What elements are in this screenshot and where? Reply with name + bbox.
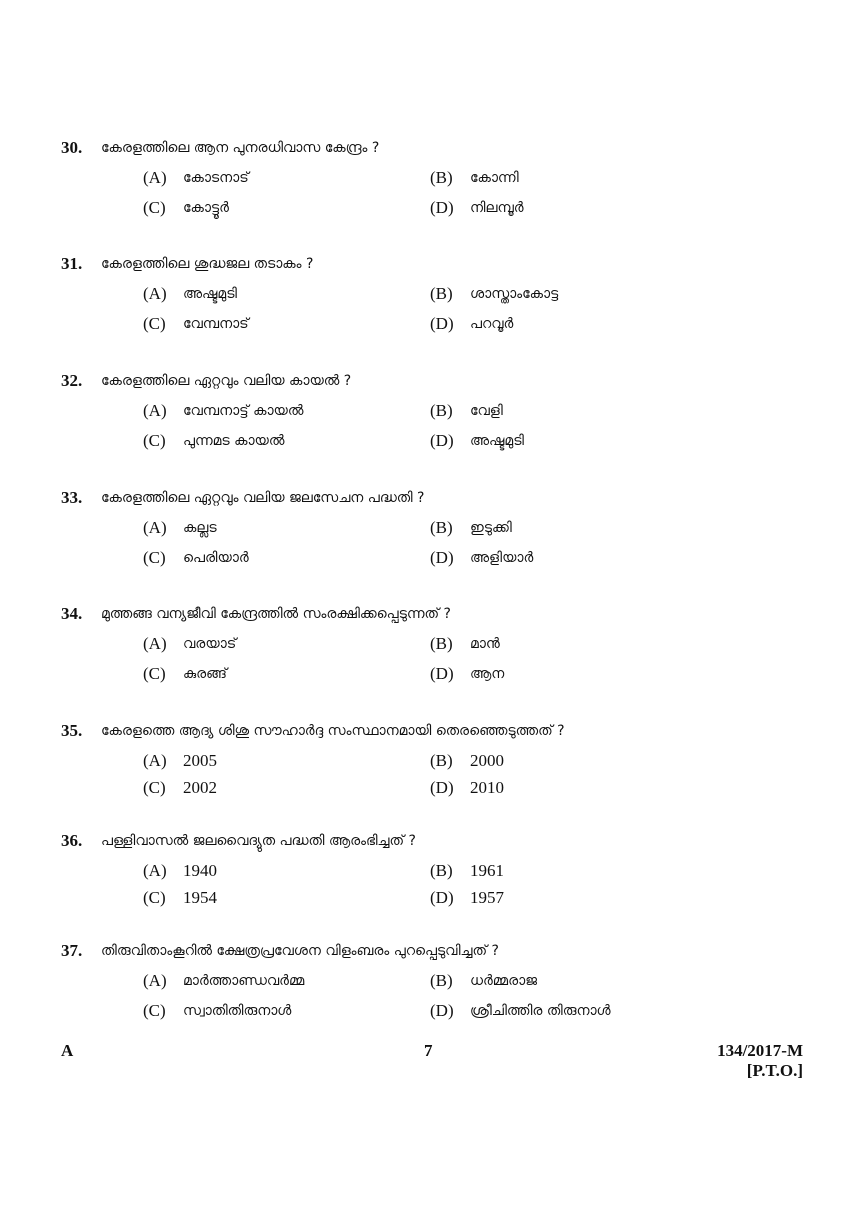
- option-text: 2005: [183, 751, 217, 770]
- option-text: 2010: [470, 778, 504, 797]
- question-text: കേരളത്തിലെ ഏറ്റവും വലിയ കായൽ ?: [101, 373, 352, 389]
- question-number: 34.: [61, 604, 83, 623]
- question-number: 30.: [61, 138, 83, 157]
- option-label: (C): [143, 431, 166, 450]
- option-label: (A): [143, 284, 167, 303]
- question-number: 31.: [61, 254, 83, 273]
- option-text: കോട്ടൂർ: [183, 200, 229, 216]
- option-label: (C): [143, 778, 166, 797]
- option-text: ധർമ്മരാജ: [470, 973, 537, 989]
- option-label: (A): [143, 401, 167, 420]
- option-text: കുരങ്ങ്: [183, 666, 227, 682]
- question-text: മുത്തങ്ങ വന്യജീവി കേന്ദ്രത്തിൽ സംരക്ഷിക്കപ്പെടുന്നത് ?: [101, 606, 451, 622]
- option-label: (D): [430, 1001, 454, 1020]
- option-text: അഷ്ടമുടി: [183, 286, 237, 302]
- series-code: A: [61, 1041, 74, 1060]
- option-text: 1957: [470, 888, 504, 907]
- option-text: വേമ്പനാട്: [183, 316, 249, 332]
- question-text: കേരളത്തിലെ ആന പുനരധിവാസ കേന്ദ്രം ?: [101, 140, 380, 156]
- option-text: ശ്രീചിത്തിര തിരുനാൾ: [470, 1003, 611, 1019]
- question-text: കേരളത്തിലെ ശുദ്ധജല തടാകം ?: [101, 256, 314, 272]
- option-label: (B): [430, 971, 453, 990]
- option-text: പെരിയാർ: [183, 550, 249, 566]
- option-text: ആന: [470, 666, 505, 682]
- option-label: (D): [430, 778, 454, 797]
- option-text: മാർത്താണ്ഡവർമ്മ: [183, 973, 305, 989]
- option-text: വേമ്പനാട്ട് കായൽ: [183, 403, 304, 419]
- option-text: പറവൂർ: [470, 316, 514, 332]
- option-label: (A): [143, 518, 167, 537]
- option-label: (B): [430, 751, 453, 770]
- option-label: (A): [143, 861, 167, 880]
- option-label: (D): [430, 314, 454, 333]
- option-text: 2000: [470, 751, 504, 770]
- option-text: പുന്നമട കായൽ: [183, 433, 285, 449]
- option-text: കല്ലട: [183, 520, 217, 536]
- option-label: (A): [143, 634, 167, 653]
- option-text: കോടനാട്: [183, 170, 249, 186]
- question-number: 32.: [61, 371, 83, 390]
- option-label: (B): [430, 401, 453, 420]
- option-text: ഇടുക്കി: [470, 520, 512, 536]
- option-text: വരയാട്: [183, 636, 237, 652]
- option-text: അഷ്ടമുടി: [470, 433, 524, 449]
- option-label: (A): [143, 168, 167, 187]
- option-label: (C): [143, 1001, 166, 1020]
- option-text: 1954: [183, 888, 217, 907]
- option-text: അളിയാർ: [470, 550, 534, 566]
- option-text: 1940: [183, 861, 217, 880]
- question-text: തിരുവിതാംകൂറിൽ ക്ഷേത്രപ്രവേശന വിളംബരം പുറപ്പെടുവിച്ചത് ?: [101, 943, 499, 959]
- option-text: മാൻ: [470, 636, 500, 652]
- option-label: (C): [143, 548, 166, 567]
- option-label: (C): [143, 888, 166, 907]
- option-label: (B): [430, 634, 453, 653]
- option-label: (D): [430, 198, 454, 217]
- option-label: (D): [430, 888, 454, 907]
- option-label: (C): [143, 314, 166, 333]
- question-number: 36.: [61, 831, 83, 850]
- pto-note: [P.T.O.]: [746, 1061, 803, 1080]
- option-label: (B): [430, 861, 453, 880]
- option-text: നിലമ്പൂർ: [470, 200, 524, 216]
- option-text: 2002: [183, 778, 217, 797]
- option-label: (C): [143, 198, 166, 217]
- option-label: (A): [143, 971, 167, 990]
- option-text: കോന്നി: [470, 170, 519, 186]
- question-text: കേരളത്തെ ആദ്യ ശിശു സൗഹാർദ്ദ സംസ്ഥാനമായി തെരഞ്ഞെടുത്തത് ?: [101, 723, 565, 739]
- page-number: 7: [424, 1041, 433, 1060]
- option-label: (A): [143, 751, 167, 770]
- option-text: സ്വാതിതിരുനാൾ: [183, 1003, 292, 1019]
- question-text: പള്ളിവാസൽ ജലവൈദ്യുത പദ്ധതി ആരംഭിച്ചത് ?: [101, 833, 416, 849]
- paper-code: 134/2017-M: [717, 1041, 803, 1060]
- question-text: കേരളത്തിലെ ഏറ്റവും വലിയ ജലസേചന പദ്ധതി ?: [101, 490, 425, 506]
- question-number: 37.: [61, 941, 83, 960]
- option-label: (D): [430, 431, 454, 450]
- option-text: വേളി: [470, 403, 503, 419]
- option-label: (D): [430, 548, 454, 567]
- question-number: 35.: [61, 721, 83, 740]
- question-number: 33.: [61, 488, 83, 507]
- option-text: ശാസ്താംകോട്ട: [470, 286, 559, 302]
- option-label: (C): [143, 664, 166, 683]
- option-text: 1961: [470, 861, 504, 880]
- option-label: (B): [430, 518, 453, 537]
- option-label: (D): [430, 664, 454, 683]
- option-label: (B): [430, 168, 453, 187]
- option-label: (B): [430, 284, 453, 303]
